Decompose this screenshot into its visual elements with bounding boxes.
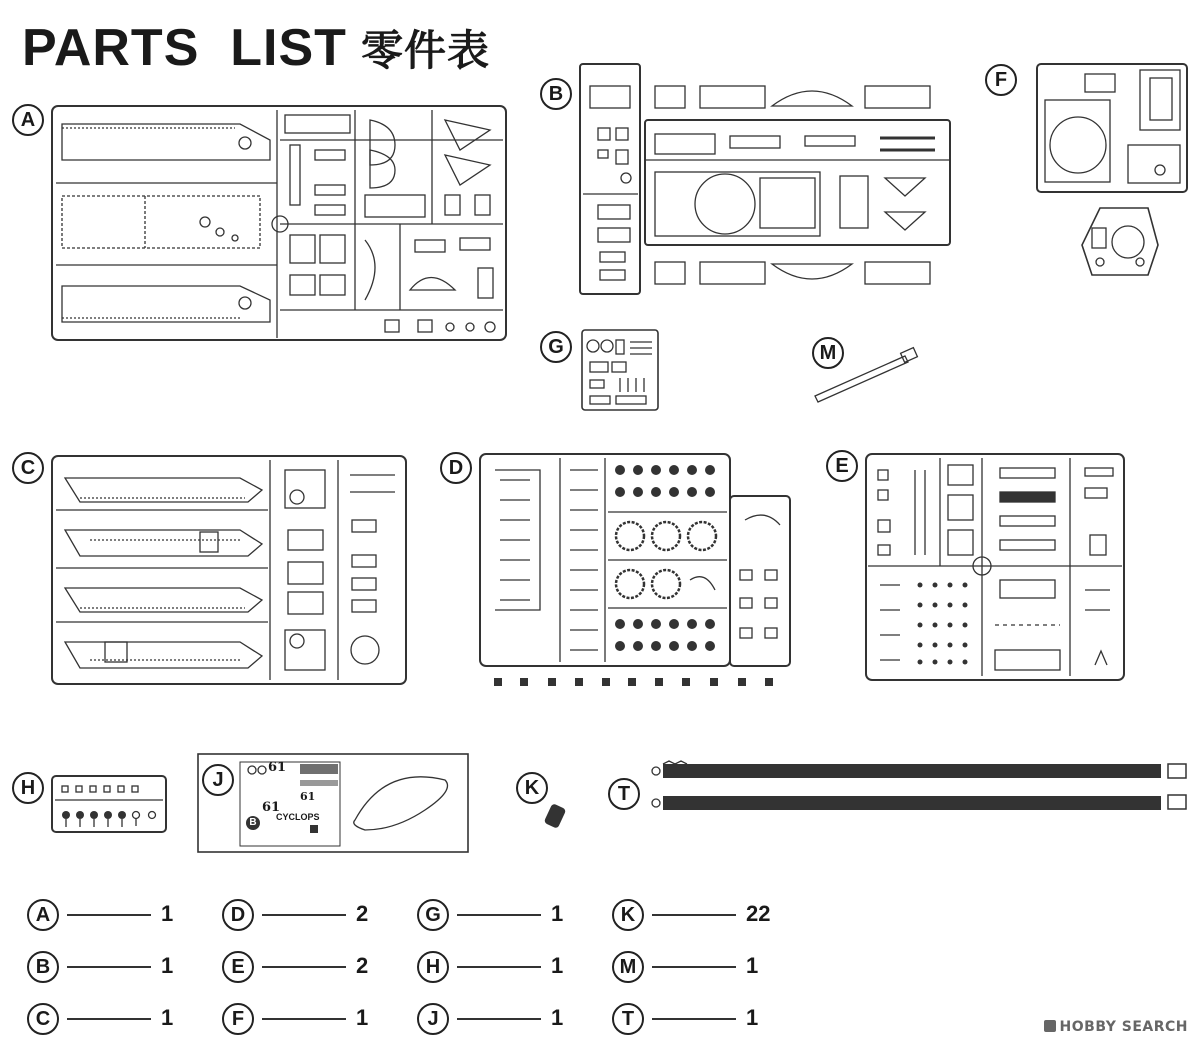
decal-number-61-b: 61 [262, 800, 281, 815]
sprue-g-parts [587, 340, 652, 404]
sprue-e-parts [878, 465, 1113, 670]
watermark-logo-icon [1044, 1020, 1056, 1032]
decal-number-61-a: 61 [268, 760, 287, 775]
sprue-label-e: E [826, 450, 858, 482]
sprue-f-parts [1045, 70, 1180, 275]
count-leader-line [262, 966, 346, 968]
sprue-c-parts [65, 470, 395, 670]
watermark-text: HOBBY SEARCH [1059, 1019, 1188, 1035]
count-qty-k: 22 [746, 901, 771, 926]
count-letter-h: H [417, 951, 449, 983]
count-qty-d: 2 [356, 901, 369, 926]
count-qty-a: 1 [161, 901, 174, 926]
sprue-h-parts [62, 786, 156, 827]
sprue-label-b: B [540, 78, 572, 110]
count-letter-t: T [612, 1003, 644, 1035]
sprue-label-a: A [12, 104, 44, 136]
decal-cyclops: CYCLOPS [276, 812, 320, 822]
count-qty-m: 1 [746, 953, 759, 978]
count-leader-line [457, 914, 541, 916]
sprue-label-j: J [202, 764, 234, 796]
count-leader-line [457, 1018, 541, 1020]
tracks-t [652, 761, 1186, 810]
count-qty-g: 1 [551, 901, 564, 926]
count-qty-j: 1 [551, 1005, 564, 1030]
sprue-label-m: M [812, 337, 844, 369]
count-qty-e: 2 [356, 953, 369, 978]
count-leader-line [652, 914, 736, 916]
count-letter-e: E [222, 951, 254, 983]
count-leader-line [262, 1018, 346, 1020]
count-qty-c: 1 [161, 1005, 174, 1030]
count-letter-m: M [612, 951, 644, 983]
watermark [1044, 1019, 1188, 1035]
decal-b-roundel: B [246, 816, 260, 830]
count-qty-b: 1 [161, 953, 174, 978]
sprue-label-k: K [516, 772, 548, 804]
count-qty-t: 1 [746, 1005, 759, 1030]
sprue-label-d: D [440, 452, 472, 484]
count-leader-line [67, 1018, 151, 1020]
count-letter-b: B [27, 951, 59, 983]
count-letter-d: D [222, 899, 254, 931]
count-letter-f: F [222, 1003, 254, 1035]
count-leader-line [652, 1018, 736, 1020]
decal-number-61-c: 61 [300, 790, 316, 803]
part-k-spring [544, 804, 565, 828]
sprue-label-t: T [608, 778, 640, 810]
count-leader-line [652, 966, 736, 968]
decal-j-frame [198, 754, 468, 852]
count-qty-h: 1 [551, 953, 564, 978]
sprue-a-frame [52, 106, 506, 340]
count-letter-a: A [27, 899, 59, 931]
sprue-label-c: C [12, 452, 44, 484]
sprue-label-h: H [12, 772, 44, 804]
title-cn: 零件表 [360, 26, 490, 75]
count-leader-line [67, 966, 151, 968]
title-en: PARTS LIST [22, 19, 347, 77]
count-leader-line [67, 914, 151, 916]
sprue-d-parts [494, 465, 780, 686]
count-letter-k: K [612, 899, 644, 931]
sprue-label-g: G [540, 331, 572, 363]
count-letter-j: J [417, 1003, 449, 1035]
count-letter-g: G [417, 899, 449, 931]
sprue-h-frame [52, 776, 166, 832]
count-leader-line [457, 966, 541, 968]
count-row-k [612, 899, 792, 931]
count-qty-f: 1 [356, 1005, 369, 1030]
sprue-label-f: F [985, 64, 1017, 96]
count-leader-line [262, 914, 346, 916]
count-letter-c: C [27, 1003, 59, 1035]
sprue-b-parts [590, 86, 935, 284]
